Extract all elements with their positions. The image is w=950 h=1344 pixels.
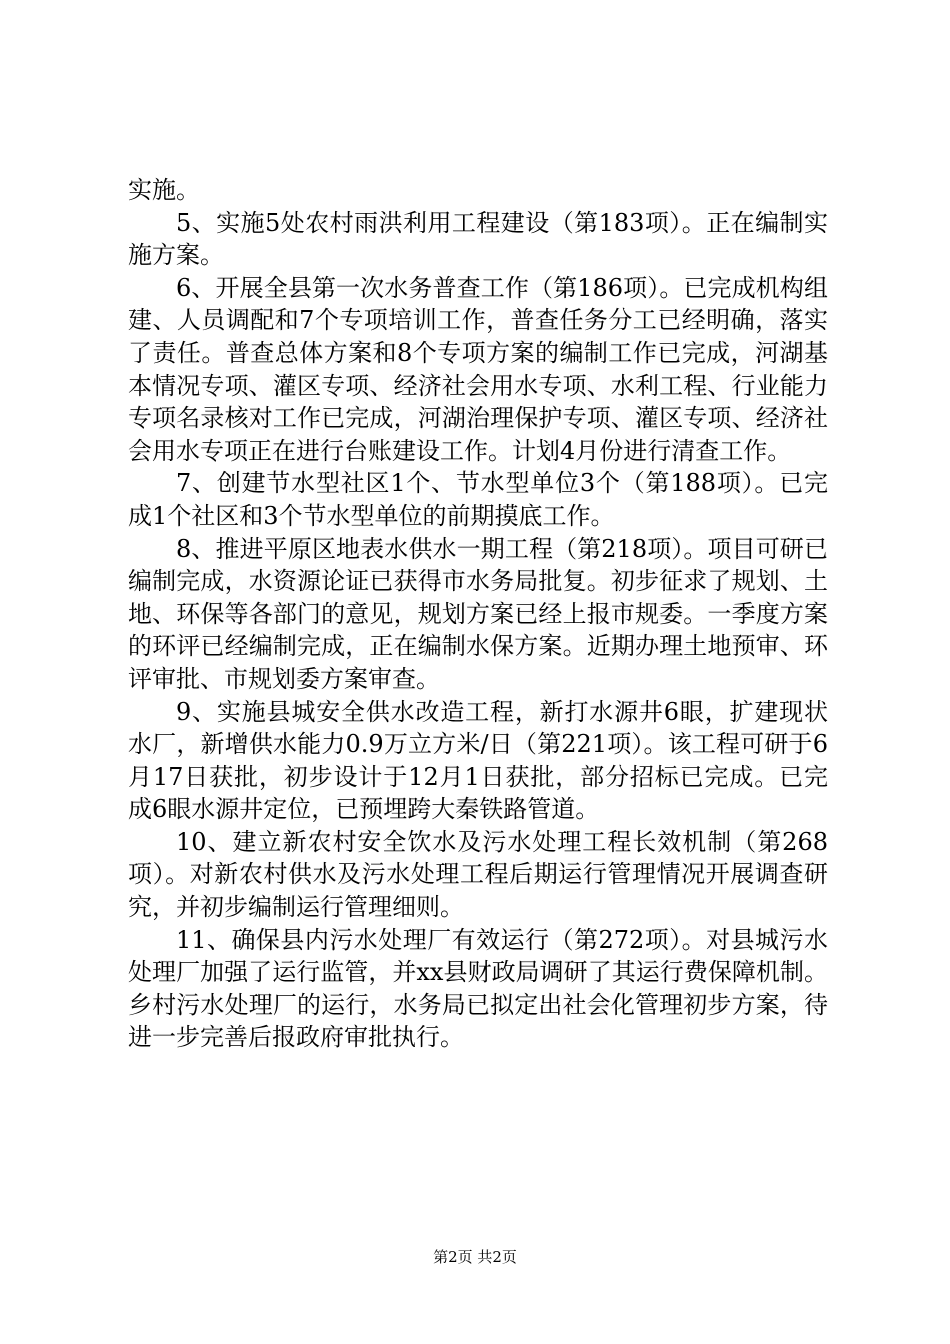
paragraph-item-7: 7、创建节水型社区1个、节水型单位3个（第188项）。已完成1个社区和3个节水型单位的前期摸底工作。 (128, 469, 828, 530)
page-footer (0, 1246, 950, 1267)
paragraph-item-11: 11、确保县内污水处理厂有效运行（第272项）。对县城污水处理厂加强了运行监管，并xx县财政局调研了其运行费保障机制。乡村污水处理厂的运行，水务局已拟定出社会化管理初步方案，待进一步完善后报政府审批执行。 (128, 925, 828, 1052)
page-number: 第2页 共2页 (433, 1248, 517, 1266)
paragraph-item-6: 6、开展全县第一次水务普查工作（第186项）。已完成机构组建、人员调配和7个专项培训工作，普查任务分工已经明确，落实了责任。普查总体方案和8个专项方案的编制工作已完成，河湖基本情况专项、灌区专项、经济社会用水专项、水利工程、行业能力专项名录核对工作已完成，河湖治理保护专项、灌区专项、经济社会用水专项正在进行台账建设工作。计划4月份进行清查工作。 (128, 273, 828, 465)
document-body (128, 174, 828, 1054)
paragraph-item-10: 10、建立新农村安全饮水及污水处理工程长效机制（第268项）。对新农村供水及污水处理工程后期运行管理情况开展调查研究，并初步编制运行管理细则。 (128, 827, 828, 922)
paragraph-item-9: 9、实施县城安全供水改造工程，新打水源井6眼，扩建现状水厂，新增供水能力0.9万立方米/日（第221项）。该工程可研于6月17日获批，初步设计于12月1日获批，部分招标已完成。已完成6眼水源井定位，已预埋跨大秦铁路管道。 (128, 697, 828, 824)
paragraph-item-8: 8、推进平原区地表水供水一期工程（第218项）。项目可研已编制完成，水资源论证已获得市水务局批复。初步征求了规划、土地、环保等各部门的意见，规划方案已经上报市规委。一季度方案的环评已经编制完成，正在编制水保方案。近期办理土地预审、环评审批、市规划委方案审查。 (128, 534, 828, 693)
paragraph-continuation: 实施。 (128, 176, 200, 204)
paragraph-item-5: 5、实施5处农村雨洪利用工程建设（第183项）。正在编制实施方案。 (128, 208, 828, 270)
